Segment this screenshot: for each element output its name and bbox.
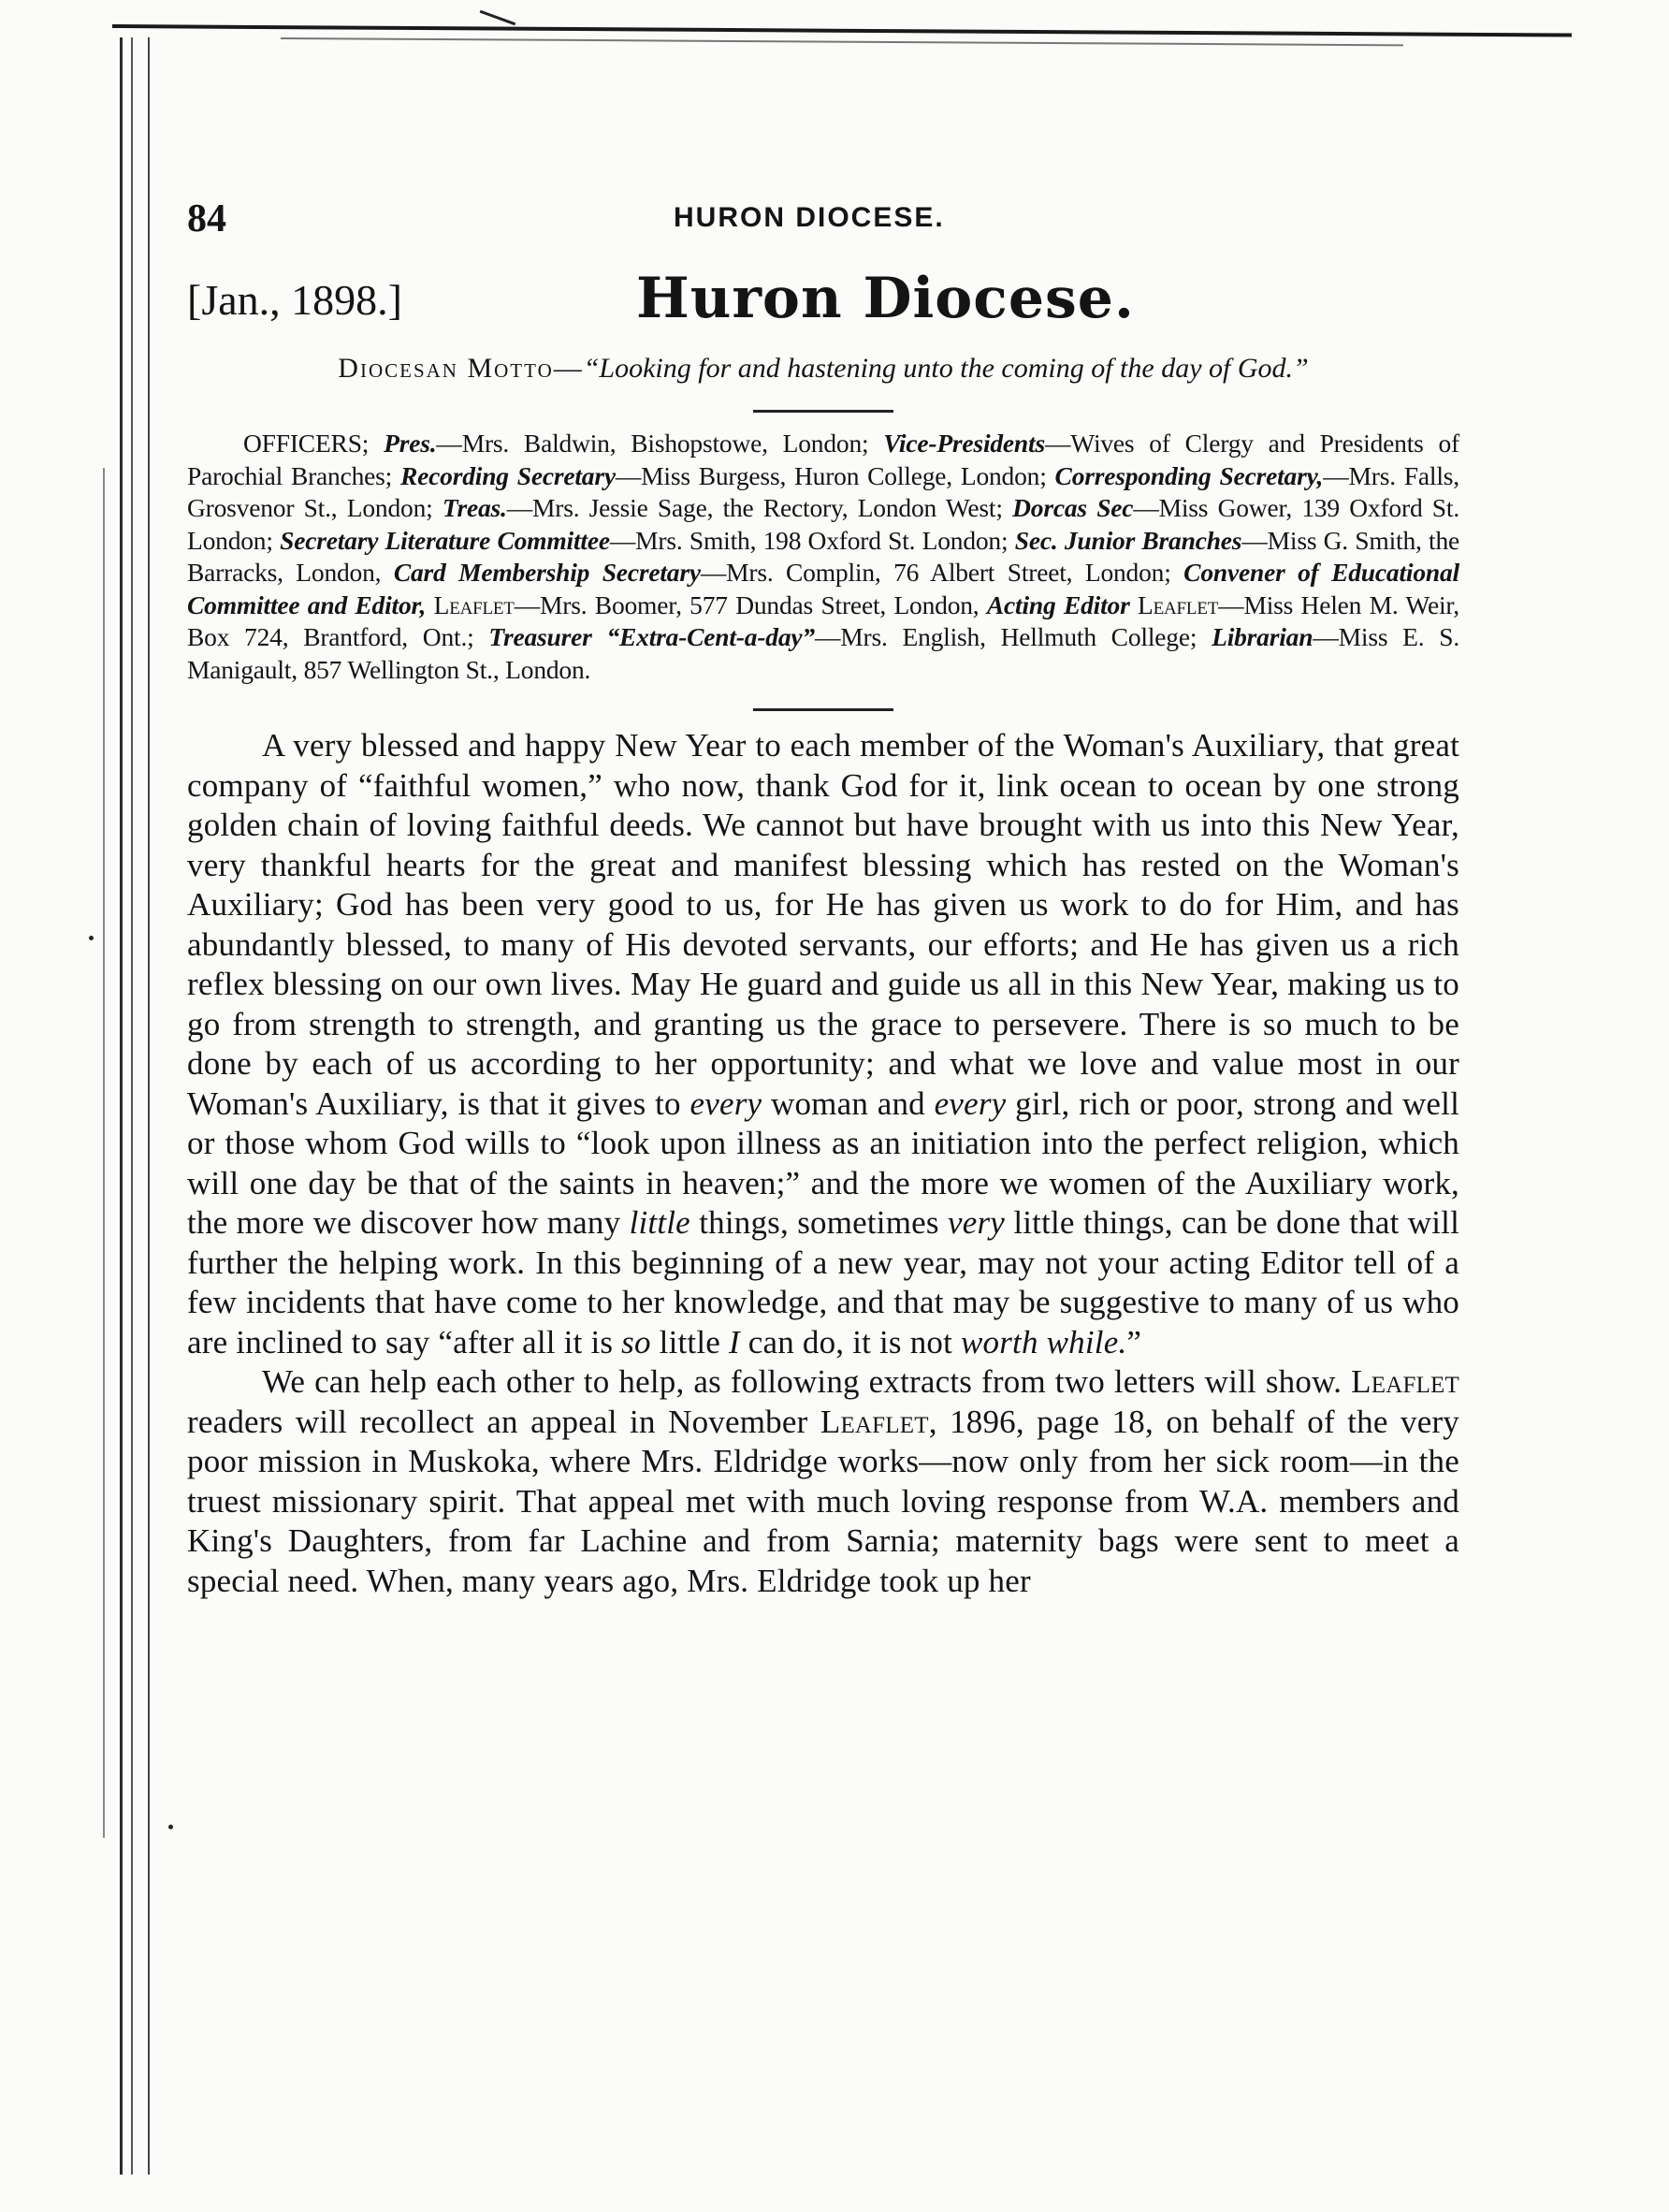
- scan-corner-mark: [480, 0, 522, 25]
- motto-quote: “Looking for and hastening unto the coming of the day of God.”: [583, 353, 1309, 384]
- officer-name: —Mrs. Complin, 76 Albert Street, London;: [700, 558, 1171, 587]
- officer-name: —Miss Burgess, Huron College, London;: [615, 460, 1047, 490]
- text-run: , 1896, page 18, on behalf of the very poor mission in Muskoka, where Mrs. Eldridge works—now only from her sick room—in the truest missionary spirit. That appeal met with much loving response from W.A. members and King's Daughters, from far Lachine and from Sarnia; maternity bags were sent to meet a special need. When, many years ago, Mrs. Eldridge took up her: [187, 1403, 1460, 1599]
- text-run: woman and: [770, 1084, 925, 1122]
- officer-role: Sec. Junior Branches: [1014, 525, 1242, 555]
- text-run: little things, can be done that will further the helping work. In this beginning of a new year, may not your acting Editor tell of a few incidents that have come to her knowledge, and that may be suggestive to many of us who are inclined to say “after all it is: [187, 1204, 1460, 1361]
- text-run: A very blessed and happy New Year to each member of the Woman's Auxiliary, that great company of “faithful women,” who now, thank God for it, link ocean to ocean by one strong golden chain of loving faithful deeds. We cannot but have brought with us into this New Year, very thankful hearts for the great and manifest blessing which has rested on the Woman's Auxiliary; God has been very good to us, for He has given us work to do for Him, and has abundantly blessed, to many of His devoted servants, our efforts; and He has given us a rich reflex blessing on our own lives. May He guard and guide us all in this New Year, making us to go from strength to strength, and granting us the grace to persevere. There is so much to be done by each of us according to her opportunity; and what we love and value most in our Woman's Auxiliary, is that it gives to: [187, 727, 1459, 1122]
- officer-role: Vice-Presidents: [883, 429, 1045, 458]
- page: [187, 196, 1459, 1601]
- officer-name: —Miss E. S. Manigault, 857 Wellington St., London.: [187, 622, 1459, 684]
- running-head: [187, 196, 1459, 253]
- officer-name: —Mrs. Smith, 198 Oxford St. London;: [609, 525, 1009, 555]
- officer-role: Secretary Literature Committee: [280, 525, 610, 555]
- section-title: Huron Diocese.: [636, 266, 1135, 331]
- paragraph: [187, 1362, 1459, 1601]
- officer-name: —Wives of Clergy and Presidents of Parochial Branches;: [187, 429, 1459, 490]
- page-number: 84: [187, 197, 226, 240]
- officer-name: —Mrs. Falls, Grosvenor St., London;: [187, 460, 1459, 522]
- binding-line: [131, 37, 133, 2175]
- officer-role: Acting Editor: [986, 589, 1130, 619]
- divider-rule: [753, 708, 893, 711]
- emphasis: I: [728, 1323, 740, 1361]
- officer-name: —Miss Gower, 139 Oxford St. London;: [187, 493, 1460, 555]
- binding-line: [120, 37, 123, 2175]
- text-run: ”: [1126, 1323, 1142, 1361]
- officer-name: —Mrs. English, Hellmuth College;: [814, 622, 1197, 651]
- paragraph: [187, 726, 1459, 1362]
- leaflet-name: Leaflet: [1138, 589, 1219, 619]
- text-run: girl, rich or poor, strong and well or those whom God wills to “look upon illness as an initiation into the perfect religion, which will one day be that of the saints in heaven;” and the more we women of the Auxiliary work, the more we discover how many: [187, 1084, 1460, 1241]
- scan-speck: [89, 936, 94, 940]
- emphasis: worth while.: [960, 1323, 1127, 1361]
- scan-speck: [168, 1825, 173, 1829]
- motto-lead: Diocesan Motto—: [338, 353, 584, 384]
- emphasis: very: [948, 1204, 1006, 1241]
- emphasis: little: [629, 1204, 690, 1241]
- officer-role: Convener of Educational Committee and Editor,: [187, 558, 1459, 619]
- officer-name: —Miss Helen M. Weir, Box 724, Brantford, Ont.;: [187, 589, 1459, 651]
- emphasis: every: [934, 1084, 1007, 1122]
- date-row: [187, 266, 1459, 348]
- text-run: things, sometimes: [699, 1204, 939, 1241]
- binding-line: [148, 37, 150, 2175]
- leaflet-name: Leaflet: [1351, 1363, 1459, 1400]
- officer-name: —Miss G. Smith, the Barracks, London,: [187, 525, 1460, 587]
- officer-role: Card Membership Secretary: [393, 558, 701, 587]
- divider-rule: [753, 410, 893, 413]
- officer-role: Pres.: [384, 429, 437, 458]
- officer-role: Dorcas Sec: [1012, 493, 1134, 522]
- text-run: We can help each other to help, as following extracts from two letters will show.: [262, 1363, 1342, 1400]
- officer-name: —Mrs. Boomer, 577 Dundas Street, London,: [514, 589, 980, 619]
- officers-list: [187, 428, 1459, 686]
- officer-name: —Mrs. Jessie Sage, the Rectory, London West;: [506, 493, 1003, 522]
- emphasis: every: [689, 1084, 762, 1122]
- text-run: can do, it is not: [747, 1323, 953, 1361]
- officer-role: Librarian: [1212, 622, 1313, 651]
- emphasis: so: [621, 1323, 651, 1361]
- officer-role: Treasurer “Extra-Cent-a-day”: [488, 622, 815, 651]
- binding-line: [103, 468, 105, 1838]
- text-run: readers will recollect an appeal in November: [187, 1403, 808, 1440]
- issue-date: [Jan., 1898.]: [187, 276, 402, 324]
- running-title: HURON DIOCESE.: [674, 202, 945, 233]
- article-body: [187, 726, 1459, 1601]
- leaflet-name: Leaflet: [820, 1403, 929, 1440]
- diocesan-motto: [187, 350, 1459, 387]
- text-run: little: [659, 1323, 721, 1361]
- officer-role: Treas.: [442, 493, 507, 522]
- officer-role: Recording Secretary: [400, 460, 616, 490]
- leaflet-name: Leaflet: [433, 589, 515, 619]
- officer-role: Corresponding Secretary,: [1054, 460, 1324, 490]
- officer-name: —Mrs. Baldwin, Bishopstowe, London;: [436, 429, 869, 458]
- officers-heading: OFFICERS;: [243, 429, 370, 458]
